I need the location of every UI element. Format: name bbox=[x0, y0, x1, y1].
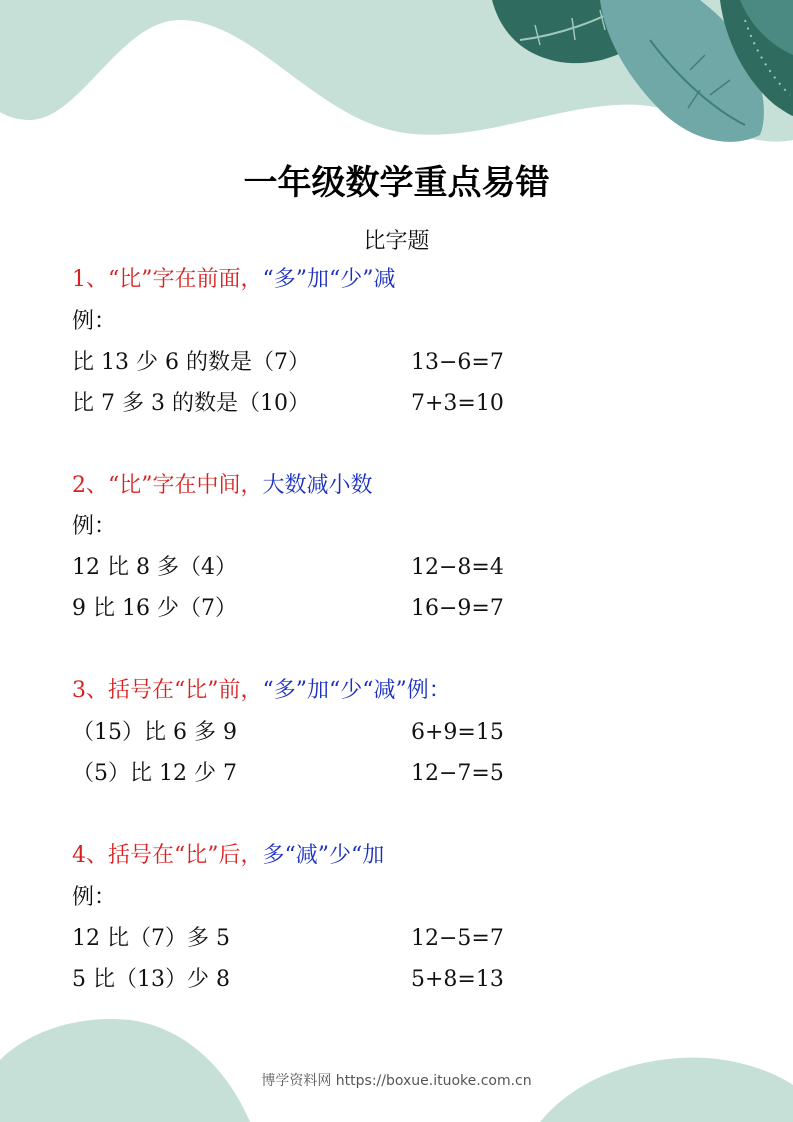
section-1-heading bbox=[72, 265, 396, 295]
section-heading-blue: “多”加“少”减 bbox=[262, 267, 396, 292]
answer-equation: 16−9=7 bbox=[411, 596, 504, 621]
answer-equation: 7+3=10 bbox=[411, 391, 504, 416]
section-heading-red: 1、“比”字在前面， bbox=[72, 267, 263, 292]
question-text: 9 比 16 少（7） bbox=[72, 596, 237, 621]
answer-equation: 12−5=7 bbox=[411, 926, 504, 951]
question-text: （15）比 6 多 9 bbox=[72, 720, 237, 745]
answer-equation: 13−6=7 bbox=[411, 350, 504, 375]
answer-equation: 5+8=13 bbox=[411, 967, 504, 992]
example-label: 例： bbox=[72, 514, 117, 539]
answer-equation: 12−7=5 bbox=[411, 761, 504, 786]
section-heading-red: 3、括号在“比”前， bbox=[72, 678, 263, 703]
answer-equation: 12−8=4 bbox=[411, 555, 504, 580]
example-label: 例： bbox=[72, 309, 117, 334]
section-3-heading bbox=[72, 676, 451, 706]
question-text: 比 13 少 6 的数是（7） bbox=[72, 350, 310, 375]
answer-equation: 6+9=15 bbox=[411, 720, 504, 745]
question-text: 12 比（7）多 5 bbox=[72, 926, 230, 951]
page-title: 一年级数学重点易错 bbox=[243, 163, 550, 203]
section-heading-blue: 多“减”少“加 bbox=[262, 843, 385, 868]
section-4-heading bbox=[72, 841, 384, 871]
section-2-heading bbox=[72, 471, 373, 501]
section-heading-blue: 大数减小数 bbox=[262, 473, 373, 498]
section-heading-blue: “多”加“少“减”例： bbox=[262, 678, 451, 703]
question-text: （5）比 12 少 7 bbox=[72, 761, 237, 786]
question-text: 12 比 8 多（4） bbox=[72, 555, 237, 580]
question-text: 比 7 多 3 的数是（10） bbox=[72, 391, 310, 416]
footer-source: 博学资料网 https://boxue.ituoke.com.cn bbox=[261, 1073, 532, 1089]
page-subtitle: 比字题 bbox=[363, 229, 430, 254]
section-heading-red: 4、括号在“比”后， bbox=[72, 843, 263, 868]
example-label: 例： bbox=[72, 885, 117, 910]
question-text: 5 比（13）少 8 bbox=[72, 967, 230, 992]
section-heading-red: 2、“比”字在中间， bbox=[72, 473, 263, 498]
